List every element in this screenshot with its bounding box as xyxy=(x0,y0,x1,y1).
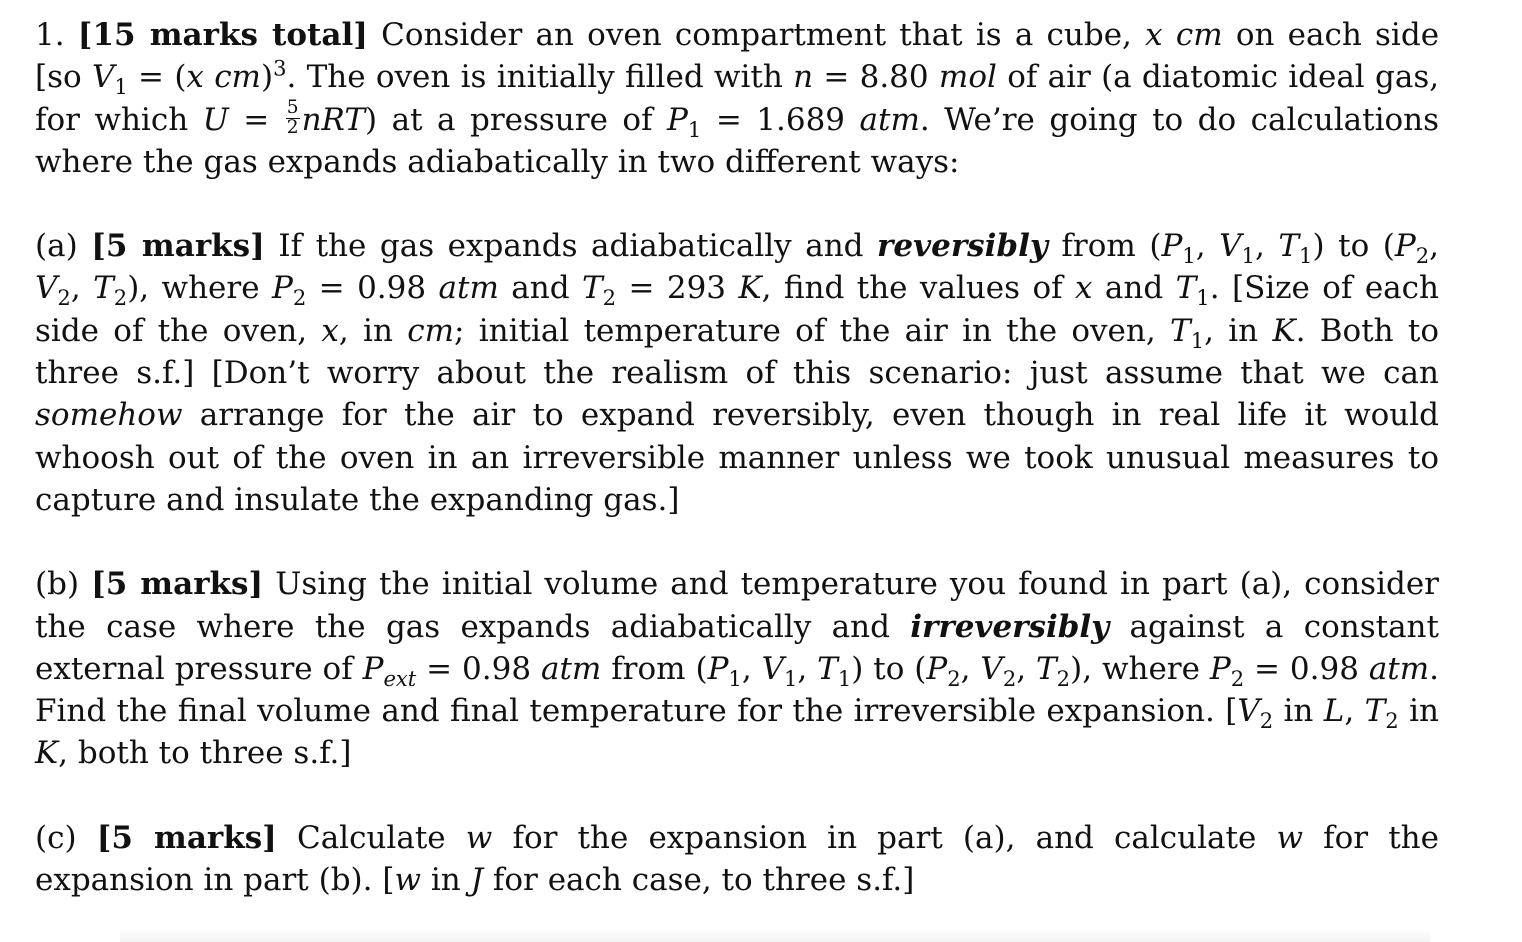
question-intro-paragraph: 1. [15 marks total] Consider an oven compartment that is a cube, x cm on each side [so $V_1 = (x$ cm)$^3$. The oven is initially filled with n = 8.80 mol of air (a diatomic ideal gas, for which U = $\frac{5}{2}$ nRT) at a pressure of $P_1 = 1.689$ atm. We’re going to do calculations where the gas expands adiabatically in two different ways: xyxy=(35,17,1440,180)
part-a-marks: [5 marks] xyxy=(91,228,265,265)
five-halves-fraction: $\frac{5}{2}$ xyxy=(286,97,299,138)
problem-document xyxy=(35,14,1439,901)
question-number: 1. xyxy=(35,17,65,53)
part-c-label: (c) xyxy=(35,819,77,856)
total-marks-label: [15 marks total] xyxy=(77,17,368,53)
part-c-marks: [5 marks] xyxy=(96,819,277,856)
part-c-paragraph: (c) [5 marks] Calculate w for the expansion in part (a), and calculate w for the expansion in part (b). [w in J for each case, to three s.f.] xyxy=(35,819,1439,899)
bottom-edge-shadow xyxy=(120,930,1430,942)
part-a-paragraph: (a) [5 marks] If the gas expands adiabatically and reversibly from ($P_1$, $V_1$, $T_1$) to ($P_2$, $V_2$, $T_2$), where $P_2 = 0.98$ atm and $T_2 = 293$ K, find the values of x and $T_1$. [Size of each side of the oven, x, in cm; initial temperature of the air in the oven, $T_1$, in K. Both to three s.f.] [Don’t worry about the realism of this scenario: just assume that we can somehow arrange for the air to expand reversibly, even though in real life it would whoosh out of the oven in an irreversible manner unless we took unusual measures to capture and insulate the expanding gas.] xyxy=(35,228,1440,518)
somehow-emphasis: somehow xyxy=(35,397,183,434)
part-b-marks: [5 marks] xyxy=(91,566,264,603)
reversibly-emphasis: reversibly xyxy=(877,228,1048,265)
part-a-label: (a) xyxy=(35,228,78,265)
part-b-paragraph: (b) [5 marks] Using the initial volume and temperature you found in part (a), consider the case where the gas expands adiabatically and irreversibly against a constant external pressure of $P_{ext} = 0.98$ atm from ($P_1$, $V_1$, $T_1$) to ($P_2$, $V_2$, $T_2$), where $P_2 = 0.98$ atm. Find the final volume and final temperature for the irreversible expansion. [$V_2$ in L, $T_2$ in K, both to three s.f.] xyxy=(35,566,1440,772)
irreversibly-emphasis: irreversibly xyxy=(910,608,1110,645)
part-b-label: (b) xyxy=(35,566,80,603)
